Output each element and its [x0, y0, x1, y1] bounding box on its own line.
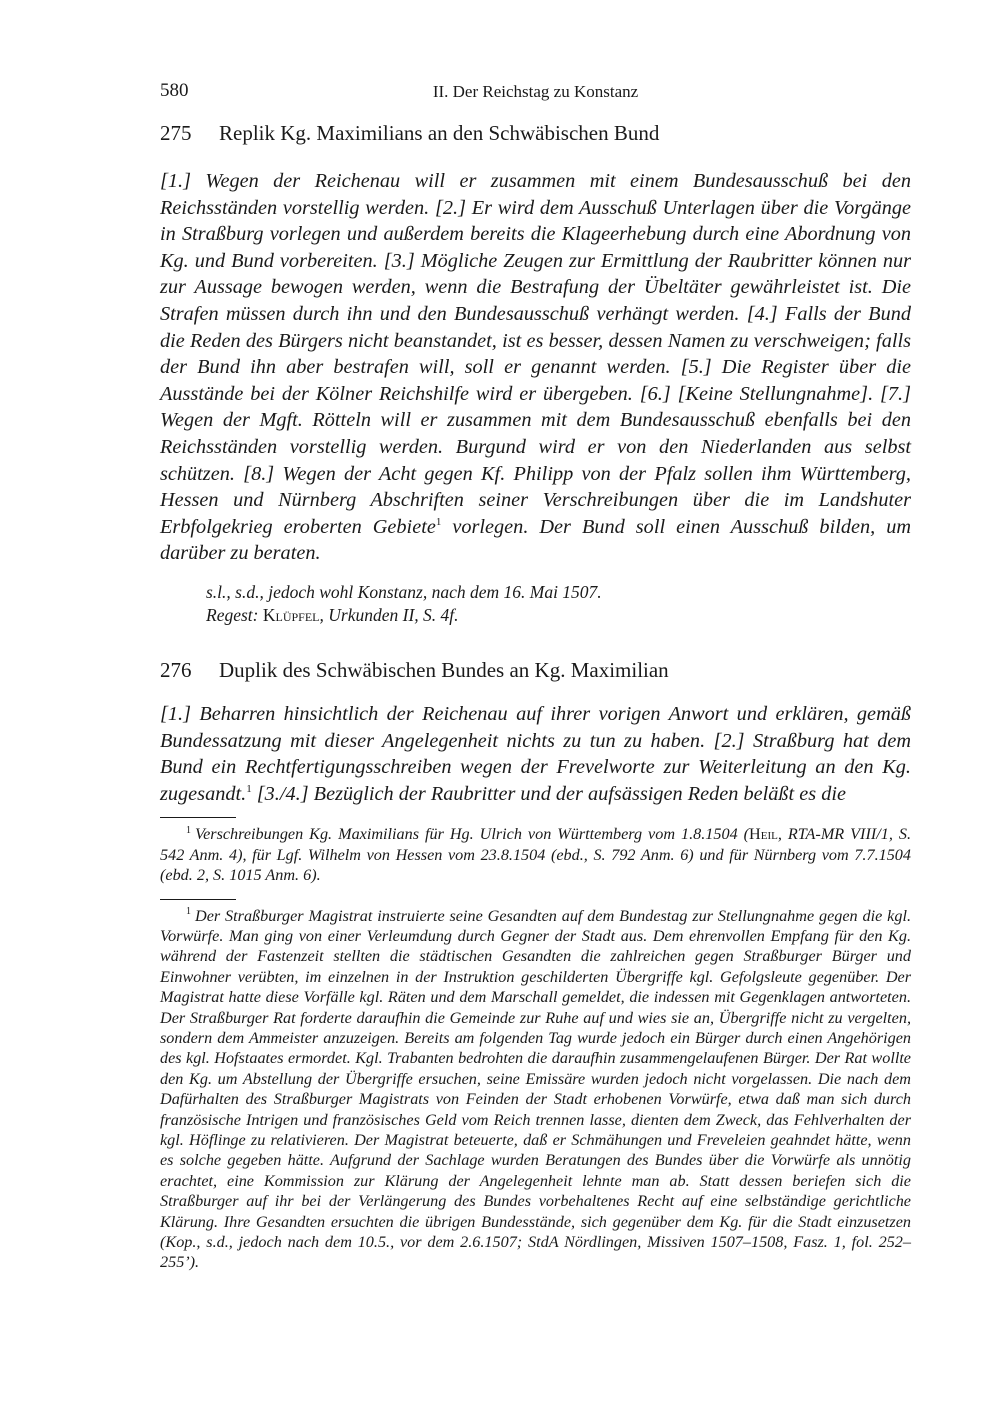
- footnote-reference[interactable]: 1: [435, 515, 442, 528]
- regest-author: Klüpfel: [262, 604, 320, 625]
- footnote-marker: 1: [186, 824, 191, 836]
- running-head: [160, 80, 911, 110]
- footnote-2: [160, 906, 911, 1273]
- document-heading-275: [160, 120, 911, 146]
- footnote-separator: [160, 899, 236, 900]
- summary-text-continued: vorlegen. Der Bund soll einen Ausschuß bilden, um darüber zu beraten.: [160, 515, 911, 565]
- footnote-reference[interactable]: 1: [246, 782, 252, 795]
- regest-label: Regest:: [206, 604, 259, 625]
- page-number: 580: [160, 80, 189, 101]
- document-meta-275: [160, 581, 911, 627]
- document-summary-276: [160, 701, 911, 807]
- document-number: 276: [160, 657, 192, 682]
- footnote-text: Der Straßburger Magistrat instruierte seine Gesandten auf dem Bundestag zur Stellungnahme gegen die kgl. Vorwürfe. Man ging von einer Verleumdung durch Gegner der Stadt aus. Dem ehrenvollen Empfang für den Kg. während der Fastenzeit stellten die städtischen Gesandten die zahlreichen gegen Straßburger Bürger und Einwohner verübten, im einzelnen in der Instruktion geschilderten Übergriffe kgl. Gefolgsleute gegenüber. Der Magistrat hatte diese Vorfälle kgl. Räten und dem Marschall gemeldet, die indessen mit Gegenklagen antworteten. Der Straßburger Rat forderte daraufhin die Gemeinde zur Ruhe auf und wies sie an, Übergriffe nicht zu vergelten, sondern dem Ammeister anzuzeigen. Bereits am folgenden Tag wurde jedoch ein Bürger durch einen Angehörigen des kgl. Hofstaates ermordet. Kgl. Trabanten bedrohten die daraufhin zusammengelaufenen Bürger. Der Rat wollte den Kg. um Abstellung der Übergriffe ersuchen, seine Emissäre wurden jedoch nicht vorgelassen. Die nach dem Dafürhalten des Straßburger Magistrats von Feinden der Stadt erhobenen Vorwürfe, etwa daß man sich durch französische Intrigen und französisches Geld vom Reich trennen lasse, dienten dem Zweck, das Fehlverhalten der kgl. Höflinge zu relativieren. Der Magistrat beteuerte, daß er Schmähungen und Freveleien geahndet hätte, wenn es solche gegeben hätte. Aufgrund der Sachlage wurden Beratungen des Bundes über die Vorwürfe als unnötig erachtet, eine Kommission zur Klärung der Angelegenheit lehnte man ab. Statt dessen beriefen sich die Straßburger auf ihr bei der Verlängerung des Bundes vorbehaltenes Recht auf eine selbständige gerichtliche Klärung. Ihre Gesandten ersuchten die übrigen Bundesstände, sich gegenüber dem Kg. für die Stadt einzusetzen (Kop., s.d., jedoch nach dem 10.5., vor dem 2.6.1507; StdA Nördlingen, Missiven 1507–1508, Fasz. 1, fol. 252–255’).: [160, 906, 911, 1272]
- footnote-1: [160, 824, 911, 885]
- regest-reference: , Urkunden II, S. 4f.: [319, 604, 459, 625]
- date-place: s.l., s.d., jedoch wohl Konstanz, nach dem 16. Mai 1507.: [206, 581, 602, 602]
- footnote-separator: [160, 817, 236, 818]
- regest-line: [206, 604, 911, 627]
- document-number: 275: [160, 121, 192, 145]
- document-page: [160, 80, 911, 1273]
- document-title: Replik Kg. Maximilians an den Schwäbischen Bund: [219, 121, 660, 145]
- summary-text: [1.] Beharren hinsichtlich der Reichenau auf ihrer vorigen Anwort und erklären, gemäß Bundessatzung mit dieser Angelegenheit nichts zu tun zu haben. [2.] Straßburg hat dem Bund ein Rechtfertigungsschreiben wegen der Frevelworte zur Weiterleitung an den Kg. zugesandt.: [160, 702, 911, 805]
- running-head-title: II. Der Reichstag zu Konstanz: [432, 82, 639, 101]
- document-title: Duplik des Schwäbischen Bundes an Kg. Maximilian: [219, 657, 669, 682]
- footnotes-apparatus-276: [160, 899, 911, 1273]
- document-summary-275: [160, 168, 911, 567]
- footnotes-apparatus-275: [160, 817, 911, 885]
- summary-text: [1.] Wegen der Reichenau will er zusammen mit einem Bundesausschuß bei den Reichsständen vorstellig werden. [2.] Er wird dem Ausschuß Unterlagen über die Vorgänge in Straßburg vorlegen und außerdem bereits die Klageerhebung durch eine Abordnung von Kg. und Bund vorbereiten. [3.] Mögliche Zeugen zur Ermittlung der Raubritter können nur zur Aussage bewogen werden, wenn die Bestrafung der Übeltäter gewährleistet ist. Die Strafen müssen durch ihn und den Bundesausschuß verhängt werden. [4.] Falls der Bund die Reden des Bürgers nicht beanstandet, ist es besser, dessen Namen zu verschweigen; falls der Bund ihn aber bestrafen will, soll er genannt werden. [5.] Die Register über die Ausstände bei der Kölner Reichshilfe wird er übergeben. [6.] [Keine Stellungnahme]. [7.] Wegen der Mgft. Rötteln will er zusammen mit dem Bundesausschuß ebenfalls bei den Reichsständen vorstellig werden. Burgund wird er von den Niederlanden aus selbst schützen. [8.] Wegen der Acht gegen Kf. Philipp von der Pfalz sollen ihm Württemberg, Hessen und Nürnberg Abschriften seiner Verschreibungen über die im Landshuter Erbfolgekrieg eroberten Gebiete: [160, 170, 911, 538]
- footnote-author: Heil: [749, 825, 778, 844]
- footnote-text-continued: , RTA-MR VIII/1, S. 542 Anm. 4), für Lgf. Wilhelm von Hessen vom 23.8.1504 (ebd., S. 792 Anm. 6) und für Nürnberg vom 7.7.1504 (ebd. 2, S. 1015 Anm. 6).: [160, 825, 911, 885]
- summary-text-continued: [3./4.] Bezüglich der Raubritter und der aufsässigen Reden beläßt es die: [251, 782, 846, 805]
- document-heading-276: [160, 657, 911, 683]
- footnote-text: Verschreibungen Kg. Maximilians für Hg. Ulrich von Württemberg vom 1.8.1504 (: [195, 825, 750, 844]
- footnote-marker: 1: [186, 906, 191, 918]
